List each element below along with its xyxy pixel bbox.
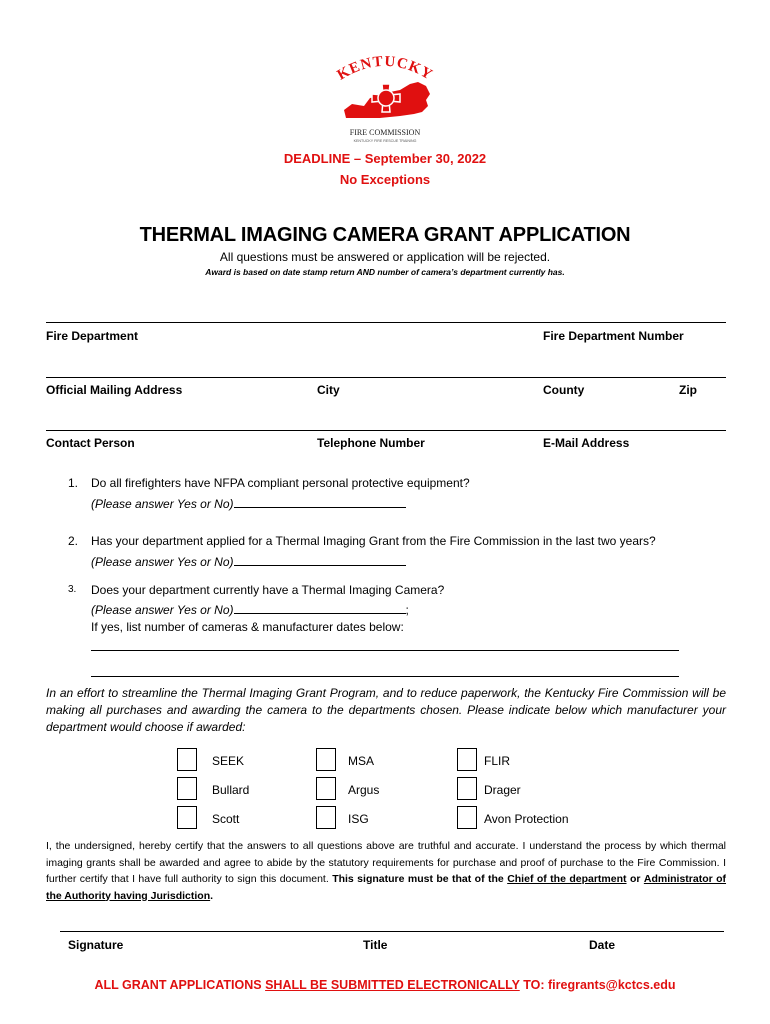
checkbox-argus[interactable]: [316, 777, 336, 800]
checkbox-flir[interactable]: [457, 748, 477, 771]
telephone-label: Telephone Number: [317, 436, 425, 450]
checkbox-isg[interactable]: [316, 806, 336, 829]
question-2-text: Has your department applied for a Thermal Imaging Grant from the Fire Commission in the last two years?: [91, 534, 656, 548]
page-title: THERMAL IMAGING CAMERA GRANT APPLICATION: [139, 224, 631, 246]
option-avon-protection: Avon Protection: [484, 812, 569, 826]
title-label: Title: [363, 938, 388, 952]
question-3-followup: If yes, list number of cameras & manufacturer dates below:: [91, 620, 404, 634]
question-1-answer: [91, 496, 406, 511]
fire-department-line[interactable]: [46, 322, 726, 323]
question-2-hint: (Please answer Yes or No): [91, 555, 234, 569]
zip-label: Zip: [679, 383, 697, 397]
footer-part-1: ALL GRANT APPLICATIONS: [94, 978, 262, 992]
question-3-number: 3.: [68, 584, 77, 595]
certification-paragraph: [46, 838, 726, 904]
question-1-answer-line[interactable]: [234, 496, 406, 508]
svg-text:KENTUCKY: [335, 54, 436, 84]
footer-part-2: SHALL BE SUBMITTED ELECTRONICALLY: [265, 978, 520, 992]
option-msa: MSA: [348, 754, 375, 768]
email-label: E-Mail Address: [543, 436, 630, 450]
kentucky-fire-commission-logo: [330, 48, 440, 148]
city-label: City: [317, 383, 340, 397]
award-note: Award is based on date stamp return AND number of camera’s department currently has.: [205, 267, 565, 277]
address-line[interactable]: [46, 377, 726, 378]
mailing-address-label: Official Mailing Address: [46, 383, 183, 397]
logo-subtext: KENTUCKY FIRE RESCUE TRAINING: [353, 139, 417, 143]
county-label: County: [543, 383, 585, 397]
question-2-answer: [91, 554, 406, 569]
camera-list-line-2[interactable]: [91, 676, 679, 677]
checkbox-avon-protection[interactable]: [457, 806, 477, 829]
logo-fire-commission: FIRE COMMISSION: [349, 128, 421, 137]
certification-chief: Chief of the department: [507, 873, 627, 885]
question-3-hint: (Please answer Yes or No): [91, 603, 234, 617]
signature-line[interactable]: [60, 931, 724, 932]
logo-graphic: [330, 48, 440, 148]
signature-label: Signature: [68, 938, 124, 952]
checkbox-bullard[interactable]: [177, 777, 197, 800]
question-3-answer-line[interactable]: [234, 602, 406, 614]
certification-period: .: [210, 889, 214, 902]
fire-department-label: Fire Department: [46, 329, 139, 343]
date-label: Date: [589, 938, 616, 952]
no-exceptions: No Exceptions: [339, 172, 431, 187]
certification-or: or: [629, 873, 641, 885]
question-1-text: Do all firefighters have NFPA compliant personal protective equipment?: [91, 476, 470, 490]
option-drager: Drager: [484, 783, 521, 797]
question-1-number: 1.: [68, 476, 79, 490]
submission-footer: [0, 978, 770, 992]
subtitle: All questions must be answered or application will be rejected.: [219, 250, 551, 264]
footer-part-3: TO: firegrants@kctcs.edu: [523, 978, 676, 992]
deadline: DEADLINE – September 30, 2022: [283, 151, 487, 166]
checkbox-seek[interactable]: [177, 748, 197, 771]
question-3-text: Does your department currently have a Thermal Imaging Camera?: [91, 583, 445, 597]
fire-department-number-label: Fire Department Number: [543, 329, 684, 343]
certification-signature-note: This signature must be that of: [332, 873, 485, 885]
question-2-answer-line[interactable]: [234, 554, 406, 566]
question-1-hint: (Please answer Yes or No): [91, 497, 234, 511]
question-3-answer: [91, 602, 409, 617]
question-2-number: 2.: [68, 534, 79, 548]
option-flir: FLIR: [484, 754, 511, 768]
manufacturer-paragraph: In an effort to streamline the Thermal Imaging Grant Program, and to reduce paperwork, the Kentucky Fire Commission will be making all purchases and awarding the camera to the departments chosen. Please indicate below which manufacturer your department would choose if awarded:: [46, 686, 726, 734]
camera-list-line-1[interactable]: [91, 650, 679, 651]
checkbox-msa[interactable]: [316, 748, 336, 771]
logo-kentucky-text: KENTUCKY: [334, 53, 436, 84]
option-seek: SEEK: [212, 754, 245, 768]
option-scott: Scott: [212, 812, 240, 826]
certification-text: I, the undersigned, hereby certify that the answers to all questions above are truthful and accurate. I understand the process by which thermal imaging grants shall be awarded and agree to abide by the statutory requirements for purchase and proof of purchase to the Fire Commission. I further certify that I have full authority to sign this document.: [46, 840, 726, 885]
contact-person-label: Contact Person: [46, 436, 135, 450]
option-isg: ISG: [348, 812, 369, 826]
checkbox-drager[interactable]: [457, 777, 477, 800]
certification-admin: Administrator of the Authority having Jurisdiction: [46, 873, 727, 902]
certification-the: the: [488, 873, 504, 885]
option-bullard: Bullard: [212, 783, 250, 797]
contact-line[interactable]: [46, 430, 726, 431]
checkbox-scott[interactable]: [177, 806, 197, 829]
question-3-tail: ;: [405, 603, 409, 617]
option-argus: Argus: [348, 783, 380, 797]
